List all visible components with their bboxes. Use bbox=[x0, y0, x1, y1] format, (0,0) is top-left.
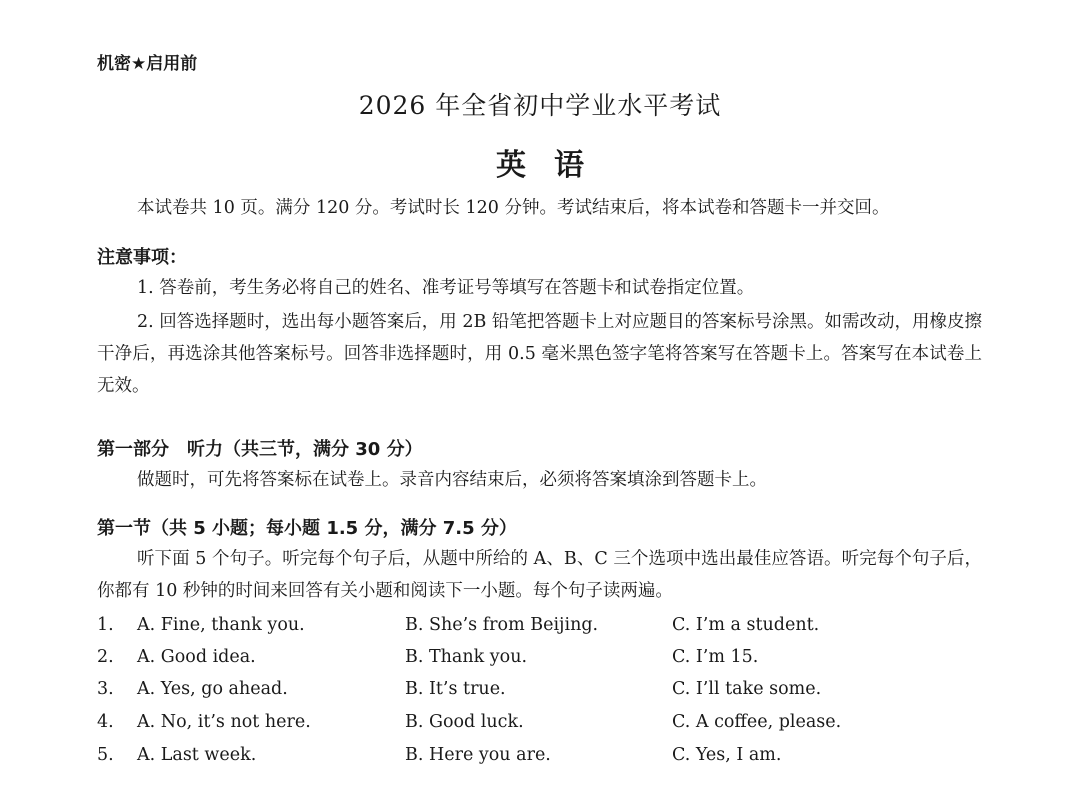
option-c: C. Yes, I am. bbox=[672, 745, 782, 765]
notes-item-1: 1. 答卷前，考生务必将自己的姓名、准考证号等填写在答题卡和试卷指定位置。 bbox=[137, 278, 755, 298]
section1-heading: 第一节（共 5 小题；每小题 1.5 分，满分 7.5 分） bbox=[97, 518, 517, 539]
option-b: B. Thank you. bbox=[405, 647, 528, 667]
option-b: B. Here you are. bbox=[405, 745, 551, 765]
notes-heading: 注意事项： bbox=[97, 247, 187, 268]
option-c: C. I’m a student. bbox=[672, 615, 820, 635]
option-a: A. Good idea. bbox=[137, 647, 256, 667]
option-a: A. Last week. bbox=[137, 745, 257, 765]
part1-instruction: 做题时，可先将答案标在试卷上。录音内容结束后，必须将答案填涂到答题卡上。 bbox=[137, 470, 767, 490]
notes-item-2: 2. 回答选择题时，选出每小题答案后，用 2B 铅笔把答题卡上对应题目的答案标号涂黑。如需改动，用橡皮擦干净后，再选涂其他答案标号。回答非选择题时，用 0.5 毫米黑色签字笔将答案写在答题卡上。答案写在本试卷上无效。 bbox=[97, 312, 982, 396]
section1-instruction: 听下面 5 个句子。听完每个句子后，从题中所给的 A、B、C 三个选项中选出最佳应答语。听完每个句子后，你都有 10 秒钟的时间来回答有关小题和阅读下一小题。每个句子读两遍。 bbox=[97, 549, 982, 601]
option-a: A. Yes, go ahead. bbox=[137, 679, 288, 699]
question-number: 5. bbox=[97, 745, 114, 765]
option-a: A. Fine, thank you. bbox=[137, 615, 305, 635]
question-number: 1. bbox=[97, 615, 114, 635]
option-c: C. I’m 15. bbox=[672, 647, 759, 667]
question-number: 3. bbox=[97, 679, 114, 699]
exam-title: 2026 年全省初中学业水平考试 bbox=[358, 91, 722, 120]
option-b: B. Good luck. bbox=[405, 712, 524, 732]
option-b: B. It’s true. bbox=[405, 679, 506, 699]
confidential-label: 机密★启用前 bbox=[97, 54, 198, 74]
subject-title: 英语 bbox=[496, 148, 612, 183]
question-number: 4. bbox=[97, 712, 114, 732]
option-c: C. I’ll take some. bbox=[672, 679, 822, 699]
part1-heading: 第一部分 听力（共三节，满分 30 分） bbox=[97, 439, 423, 460]
question-number: 2. bbox=[97, 647, 114, 667]
intro-text: 本试卷共 10 页。满分 120 分。考试时长 120 分钟。考试结束后，将本试卷和答题卡一并交回。 bbox=[137, 198, 890, 218]
option-c: C. A coffee, please. bbox=[672, 712, 842, 732]
option-a: A. No, it’s not here. bbox=[137, 712, 311, 732]
option-b: B. She’s from Beijing. bbox=[405, 615, 599, 635]
